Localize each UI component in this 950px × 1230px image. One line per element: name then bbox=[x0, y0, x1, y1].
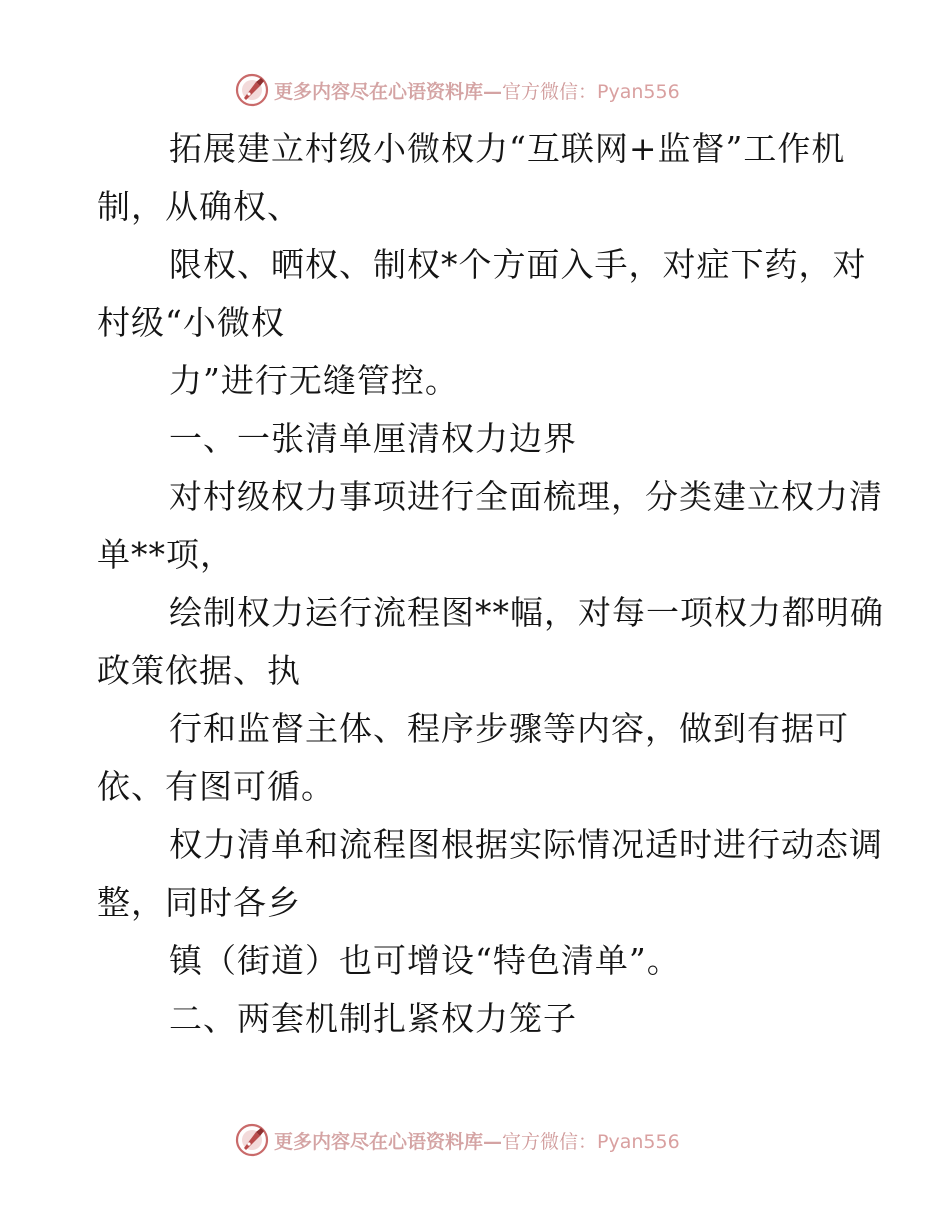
text-line: 行和监督主体、程序步骤等内容，做到有据可 bbox=[135, 709, 849, 748]
watermark-wechat-label: 官方微信： bbox=[502, 80, 598, 103]
pen-nib-logo-icon bbox=[234, 1122, 270, 1158]
watermark-wechat-id: Pyan556 bbox=[597, 1130, 680, 1153]
text-line: 镇（街道）也可增设“特色清单”。 bbox=[135, 941, 681, 980]
watermark-dash: — bbox=[483, 80, 503, 103]
text-line: 政策依据、执 bbox=[97, 651, 301, 690]
text-line: 单**项， bbox=[97, 535, 234, 574]
footer-watermark bbox=[234, 1120, 754, 1160]
text-line: 对村级权力事项进行全面梳理，分类建立权力清 bbox=[135, 477, 883, 516]
text-line: 绘制权力运行流程图**幅，对每一项权力都明确 bbox=[135, 593, 884, 632]
watermark-wechat-label: 官方微信： bbox=[502, 1130, 598, 1153]
text-line: 拓展建立村级小微权力“互联网+监督”工作机 bbox=[135, 129, 846, 168]
pen-nib-logo-icon bbox=[234, 72, 270, 108]
text-line: 整，同时各乡 bbox=[97, 883, 301, 922]
text-line: 依、有图可循。 bbox=[97, 767, 335, 806]
text-line: 制，从确权、 bbox=[97, 187, 301, 226]
document-body bbox=[97, 120, 884, 1048]
section-heading: 一、一张清单厘清权力边界 bbox=[135, 419, 577, 458]
text-line: 权力清单和流程图根据实际情况适时进行动态调 bbox=[135, 825, 883, 864]
watermark-text bbox=[274, 1127, 680, 1154]
text-line: 限权、晒权、制权*个方面入手，对症下药，对 bbox=[135, 245, 867, 284]
watermark-dash: — bbox=[483, 1130, 503, 1153]
text-line: 村级“小微权 bbox=[97, 303, 285, 342]
watermark-site: 更多内容尽在心语资料库 bbox=[274, 80, 484, 103]
text-line: 力”进行无缝管控。 bbox=[135, 361, 459, 400]
section-heading: 二、两套机制扎紧权力笼子 bbox=[135, 999, 577, 1038]
watermark-site: 更多内容尽在心语资料库 bbox=[274, 1130, 484, 1153]
watermark-text bbox=[274, 77, 680, 104]
watermark-wechat-id: Pyan556 bbox=[597, 80, 680, 103]
header-watermark bbox=[234, 70, 754, 110]
